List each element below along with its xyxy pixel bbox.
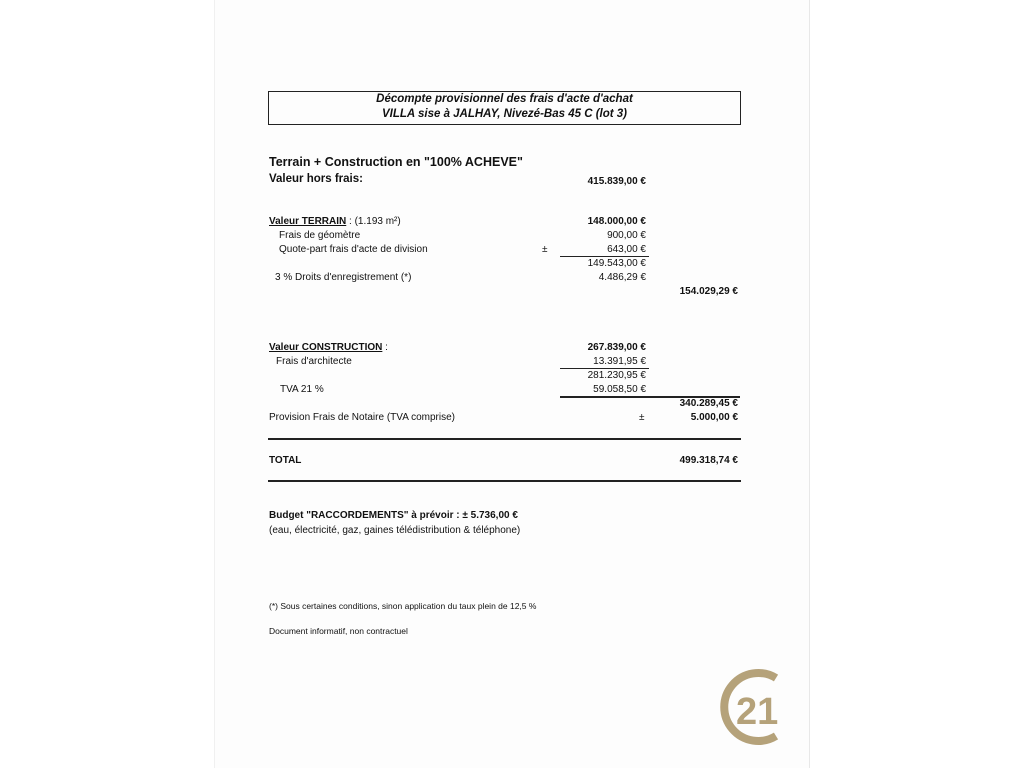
total-label: TOTAL — [269, 455, 302, 466]
valeur-hors-frais-label: Valeur hors frais: — [269, 173, 363, 185]
notaire-value: 5.000,00 € — [690, 412, 738, 423]
notaire-label: Provision Frais de Notaire (TVA comprise) — [269, 412, 455, 423]
droits-label: 3 % Droits d'enregistrement (*) — [275, 272, 412, 283]
terrain-label-main: Valeur TERRAIN — [269, 216, 347, 227]
section-heading: Terrain + Construction en "100% ACHEVE" — [269, 155, 523, 169]
terrain-subtotal: 149.543,00 € — [587, 258, 646, 269]
geometre-value: 900,00 € — [607, 230, 646, 241]
terrain-subtotal-rule — [560, 256, 649, 257]
total-top-rule — [268, 438, 741, 440]
architecte-value: 13.391,95 € — [593, 356, 646, 367]
droits-value: 4.486,29 € — [598, 272, 646, 283]
total-bottom-rule — [268, 480, 741, 482]
title-line-1: Décompte provisionnel des frais d'acte d'achat — [376, 93, 633, 105]
terrain-label-area: : (1.193 m²) — [346, 216, 401, 227]
construction-label-main: Valeur CONSTRUCTION — [269, 342, 383, 353]
total-value: 499.318,74 € — [679, 455, 738, 466]
document-title-box — [268, 91, 741, 125]
disclaimer: Document informatif, non contractuel — [269, 626, 408, 636]
construction-label — [269, 342, 388, 353]
division-label: Quote-part frais d'acte de division — [279, 244, 428, 255]
architecte-label: Frais d'architecte — [276, 356, 352, 367]
division-value: 643,00 € — [607, 244, 646, 255]
construction-subtotal: 281.230,95 € — [587, 370, 646, 381]
tva-value: 59.058,50 € — [593, 384, 646, 395]
tva-label: TVA 21 % — [280, 384, 324, 395]
title-line-2: VILLA sise à JALHAY, Nivezé-Bas 45 C (lot 3) — [382, 108, 627, 120]
budget-line-2: (eau, électricité, gaz, gaines télédistribution & téléphone) — [269, 525, 521, 536]
division-plus-minus: ± — [542, 244, 548, 255]
construction-label-suffix: : — [382, 342, 388, 353]
budget-line-1: Budget "RACCORDEMENTS" à prévoir : ± 5.736,00 € — [269, 510, 518, 521]
logo-text: 21 — [736, 691, 779, 733]
terrain-label — [269, 216, 401, 227]
construction-subtotal-rule — [560, 368, 649, 369]
terrain-total: 154.029,29 € — [679, 286, 738, 297]
construction-total: 340.289,45 € — [679, 398, 738, 409]
century21-logo — [716, 664, 794, 750]
footnote: (*) Sous certaines conditions, sinon application du taux plein de 12,5 % — [269, 601, 537, 611]
valeur-hors-frais-value: 415.839,00 € — [587, 176, 646, 187]
construction-value: 267.839,00 € — [587, 342, 646, 353]
notaire-plus-minus: ± — [639, 412, 645, 423]
terrain-value: 148.000,00 € — [587, 216, 646, 227]
geometre-label: Frais de géomètre — [279, 230, 361, 241]
